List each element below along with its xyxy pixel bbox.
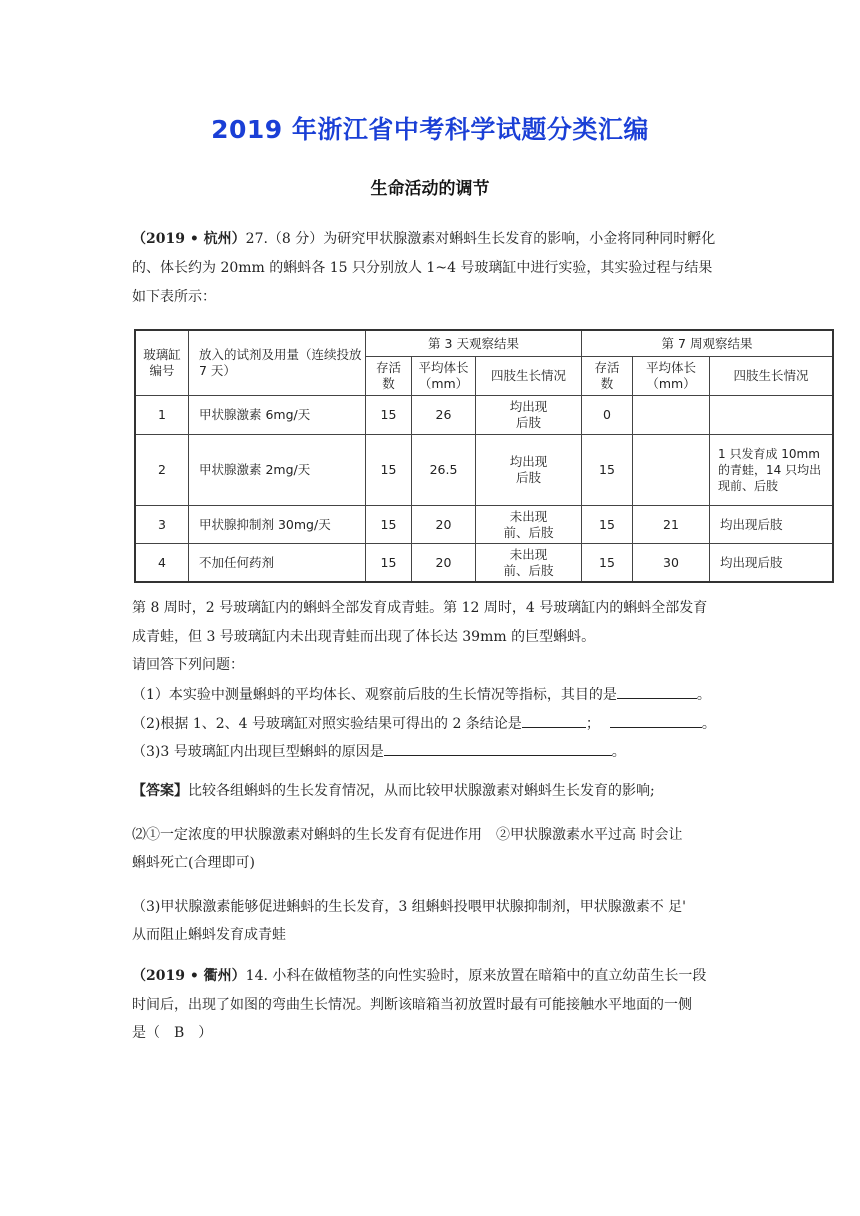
table-cell: 甲状腺抑制剂 30mg/天 xyxy=(199,516,331,532)
section-title: 生命活动的调节 xyxy=(370,179,490,199)
header-day3-length: 平均体长（mm） xyxy=(418,360,469,391)
table-cell: 均出现后肢 xyxy=(720,516,783,532)
table-cell: 未出现前、后肢 xyxy=(503,508,554,540)
header-week7: 第 7 周观察结果 xyxy=(661,335,753,351)
answer-line-3: 蝌蚪死亡(合理即可) xyxy=(132,855,255,871)
table-cell: 20 xyxy=(435,516,452,532)
answer-blank xyxy=(522,713,586,728)
table-cell: 均出现后肢 xyxy=(720,554,783,570)
sub-question-2: （2)根据 1、2、4 号玻璃缸对照实验结果可得出的 2 条结论是 ； 。 xyxy=(132,713,732,734)
header-week7-limb: 四肢生长情况 xyxy=(733,368,809,383)
table-cell: 0 xyxy=(603,407,611,422)
table-cell: 15 xyxy=(599,462,615,477)
header-day3: 第 3 天观察结果 xyxy=(428,335,519,351)
table-cell: 2 xyxy=(158,462,166,477)
header-day3-limb: 四肢生长情况 xyxy=(490,368,566,383)
question-1-source: （2019 • 杭州） xyxy=(132,231,246,247)
table-cell: 26 xyxy=(435,407,452,422)
table-cell: 15 xyxy=(380,554,397,570)
answer-label: 【答案】 xyxy=(132,783,188,799)
table-cell: 4 xyxy=(158,554,166,570)
question-2-line-1: （2019 • 衢州）14. 小科在做植物茎的向性实验时，原来放置在暗箱中的直立幼苗生长一段 xyxy=(132,968,707,984)
question-1-line-2: 的、体长约为 20mm 的蝌蚪各 15 只分别放人 1~4 号玻璃缸中进行实验，其实验过程与结果 xyxy=(132,260,713,276)
header-tank: 玻璃缸编号 xyxy=(143,347,181,378)
header-day3-alive: 存活数 xyxy=(375,360,401,391)
results-table xyxy=(134,329,834,583)
answer-blank xyxy=(384,741,612,756)
header-week7-alive: 存活数 xyxy=(594,360,620,391)
paragraph-line: 第 8 周时，2 号玻璃缸内的蝌蚪全部发育成青蛙。第 12 周时，4 号玻璃缸内的蝌蚪全部发育 xyxy=(132,600,708,616)
answer-line-1: 【答案】比较各组蝌蚪的生长发育情况，从而比较甲状腺激素对蝌蚪生长发育的影响; xyxy=(132,783,655,799)
question-1-line-1: （2019 • 杭州）27.（8 分）为研究甲状腺激素对蝌蚪生长发育的影响，小金将同种同时孵化 xyxy=(132,231,716,247)
table-cell: 未出现前、后肢 xyxy=(503,546,554,578)
table-cell xyxy=(633,435,709,505)
table-cell: 1 只发育成 10mm 的青蛙，14 只均出现前、后肢 xyxy=(718,447,822,493)
table-cell: 21 xyxy=(663,516,679,532)
table-cell: 1 xyxy=(158,407,166,422)
table-cell: 3 xyxy=(158,516,166,532)
table-cell xyxy=(633,396,709,434)
table-cell: 甲状腺激素 2mg/天 xyxy=(199,462,311,477)
table-cell: 均出现后肢 xyxy=(509,454,548,485)
table-cell: 15 xyxy=(380,462,397,477)
question-1-line-3: 如下表所示： xyxy=(132,289,216,305)
table-cell: 26.5 xyxy=(429,462,458,477)
answer-line-2: ⑵①一定浓度的甲状腺激素对蝌蚪的生长发育有促进作用 ②甲状腺激素水平过高 时会让 xyxy=(132,827,683,843)
answer-blank xyxy=(610,713,702,728)
table-cell: 甲状腺激素 6mg/天 xyxy=(199,407,311,422)
sub-question-3: （3)3 号玻璃缸内出现巨型蝌蚪的原因是 。 xyxy=(132,741,732,762)
answer-line-4: （3)甲状腺激素能够促进蝌蚪的生长发育，3 组蝌蚪投喂甲状腺抑制剂，甲状腺激素不 足' xyxy=(132,899,687,915)
question-2-line-3: 是（ B ） xyxy=(132,1025,213,1041)
document-title: 2019 年浙江省中考科学试题分类汇编 xyxy=(211,115,649,144)
answer-blank xyxy=(617,684,697,699)
header-reagent: 放入的试剂及用量（连续投放 7 天） xyxy=(199,347,362,378)
question-2-line-2: 时间后，出现了如图的弯曲生长情况。判断该暗箱当初放置时最有可能接触水平地面的一侧 xyxy=(132,997,692,1013)
table-cell: 均出现后肢 xyxy=(509,399,548,430)
table-cell: 15 xyxy=(380,516,397,532)
table-cell xyxy=(710,396,832,434)
header-week7-length: 平均体长（mm） xyxy=(645,360,696,391)
paragraph-line: 请回答下列问题： xyxy=(132,657,244,673)
paragraph-line: 成青蛙，但 3 号玻璃缸内未出现青蛙而出现了体长达 39mm 的巨型蝌蚪。 xyxy=(132,629,596,645)
table-cell: 不加任何药剂 xyxy=(199,554,275,570)
sub-question-1: （1）本实验中测量蝌蚪的平均体长、观察前后肢的生长情况等指标，其目的是 。 xyxy=(132,684,732,705)
table-cell: 15 xyxy=(599,516,615,532)
table-cell: 20 xyxy=(435,554,452,570)
table-cell: 15 xyxy=(380,407,397,422)
table-cell: 30 xyxy=(663,554,679,570)
table-cell: 15 xyxy=(599,554,615,570)
answer-line-5: 从而阻止蝌蚪发育成青蛙 xyxy=(132,927,286,943)
question-2-source: （2019 • 衢州） xyxy=(132,968,246,984)
